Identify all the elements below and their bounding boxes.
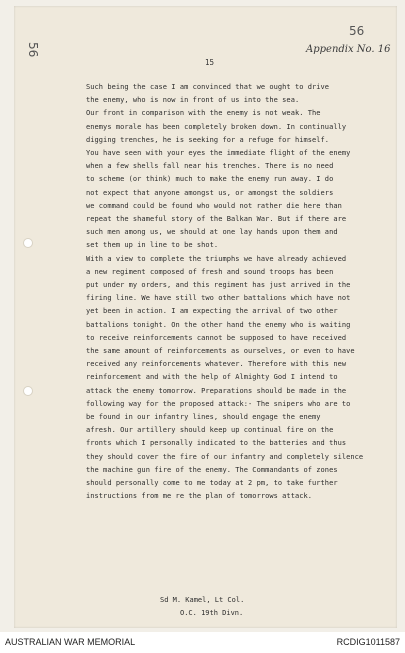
body-line: yet been in action. I am expecting the arrival of two other xyxy=(86,307,338,316)
body-line: firing line. We have still two other battalions which have not xyxy=(86,294,351,303)
body-line: not expect that anyone amongst us, or amongst the soldiers xyxy=(86,188,334,197)
body-line: fronts which I personally indicated to the batteries and thus xyxy=(86,439,347,448)
body-line: they should cover the fire of our infantry and completely silence xyxy=(86,452,364,461)
body-line: a new regiment composed of fresh and sound troops has been xyxy=(86,267,334,276)
body-line: reinforcement and with the help of Almighty God I intend to xyxy=(86,373,338,382)
right-page-stamp: 56 xyxy=(349,24,365,38)
footer-id: RCDIG1011587 xyxy=(336,637,400,647)
body-line: Our front in comparison with the enemy is not weak. The xyxy=(86,109,321,118)
body-line: Such being the case I am convinced that we ought to drive xyxy=(86,83,330,91)
body-line: we command could be found who would not rather die here than xyxy=(86,201,342,210)
body-line: received any reinforcements whatever. Therefore with this new xyxy=(86,360,347,369)
body-line: With a view to complete the triumphs we have already achieved xyxy=(86,254,347,263)
signature-unit: O.C. 19th Divn. xyxy=(180,609,244,617)
document-body xyxy=(86,81,396,504)
body-line: put under my orders, and this regiment has just arrived in the xyxy=(86,281,351,290)
punch-hole-lower xyxy=(23,386,33,396)
body-line: set them up in line to be shot. xyxy=(86,241,219,250)
body-line: attack the enemy tomorrow. Preparations should be made in the xyxy=(86,386,347,395)
body-line: the enemy, who is now in front of us into the sea. xyxy=(86,96,300,105)
signature-block xyxy=(160,594,244,620)
body-line: such men among us, we should at one lay hands upon them and xyxy=(86,228,338,237)
body-line: You have seen with your eyes the immediate flight of the enemy xyxy=(86,149,351,158)
body-line: afresh. Our artillery should keep up continual fire on the xyxy=(86,426,334,435)
body-line: instructions from me re the plan of tomorrows attack. xyxy=(86,492,313,501)
body-line: be found in our infantry lines, should engage the enemy xyxy=(86,413,321,422)
body-line: enemys morale has been completely broken down. In continually xyxy=(86,122,347,131)
body-line: the machine gun fire of the enemy. The Commandants of zones xyxy=(86,465,338,474)
body-line: repeat the shameful story of the Balkan War. But if there are xyxy=(86,215,347,224)
body-line: to receive reinforcements cannot be supposed to have received xyxy=(86,333,347,342)
punch-hole-upper xyxy=(23,238,33,248)
body-line: following way for the proposed attack:- The snipers who are to xyxy=(86,399,351,408)
body-line: should personally come to me today at 2 pm, to take further xyxy=(86,479,338,488)
footer-source: AUSTRALIAN WAR MEMORIAL xyxy=(5,637,136,647)
body-line: battalions tonight. On the other hand the enemy who is waiting xyxy=(86,320,351,329)
left-page-stamp: 56 xyxy=(26,42,40,58)
footer-bar xyxy=(0,632,405,653)
typed-page-number: 15 xyxy=(205,58,215,67)
body-line: digging trenches, he is seeking for a refuge for himself. xyxy=(86,135,330,144)
body-line: the same amount of reinforcements as ourselves, or even to have xyxy=(86,347,355,356)
body-line: to scheme (or think) much to make the enemy run away. I do xyxy=(86,175,334,184)
body-line: when a few shells fall near his trenches. There is no need xyxy=(86,162,334,171)
signature-name: Sd M. Kamel, Lt Col. xyxy=(160,596,245,604)
appendix-note: Appendix No. 16 xyxy=(306,44,391,55)
